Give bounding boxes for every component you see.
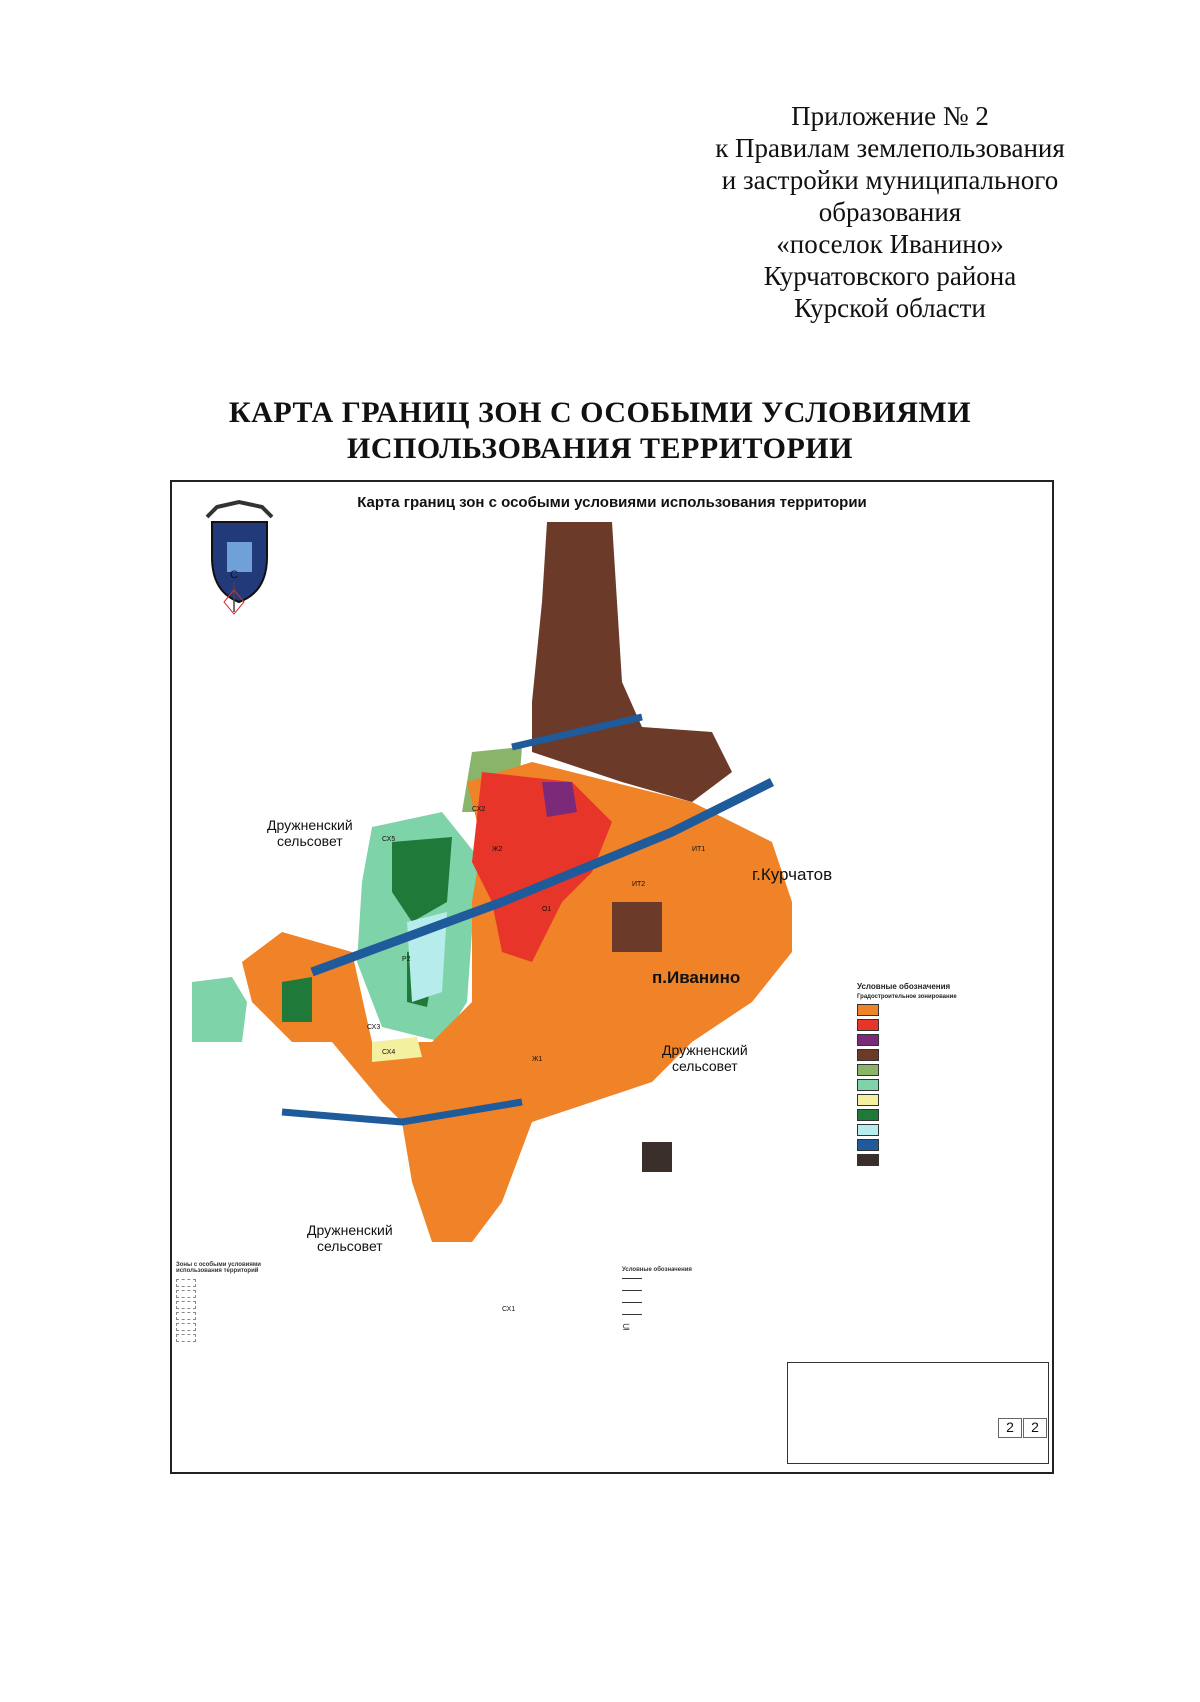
legend-row — [176, 1288, 301, 1299]
legend-row — [857, 1122, 1047, 1137]
place-label: сельсовет — [316, 1238, 383, 1254]
cultural-object-icon: ⊆ — [622, 1321, 631, 1333]
legend-swatch — [176, 1301, 196, 1309]
legend-swatch — [857, 1019, 879, 1031]
map-title: Карта границ зон с особыми условиями использования территории — [357, 494, 867, 511]
legend-row — [857, 1017, 1047, 1032]
legend-swatch — [857, 1049, 879, 1061]
legend-restriction-zones — [176, 1262, 301, 1343]
legend-zones — [857, 982, 1047, 1167]
legend-line — [622, 1290, 642, 1292]
legend-swatch — [176, 1279, 196, 1287]
zone-label: ИТ1 — [692, 846, 706, 853]
territory-zones — [192, 522, 792, 1242]
appendix-block — [680, 100, 1100, 324]
legend-title: Условные обозначения — [622, 1267, 692, 1273]
zone-label: ИТ2 — [632, 881, 646, 888]
heading-line-1: КАРТА ГРАНИЦ ЗОН С ОСОБЫМИ УСЛОВИЯМИ — [228, 396, 972, 429]
place-label: сельсовет — [671, 1058, 738, 1074]
legend-swatch — [857, 1064, 879, 1076]
legend-swatch — [857, 1079, 879, 1091]
place-kurchatov: г.Курчатов — [752, 865, 833, 884]
stamp-sheets: 2 — [1023, 1418, 1047, 1438]
legend-row — [622, 1285, 772, 1297]
legend-row — [622, 1321, 772, 1333]
stamp-sheet: 2 — [998, 1418, 1022, 1438]
legend-row — [622, 1309, 772, 1321]
legend-row — [622, 1297, 772, 1309]
legend-row — [857, 1092, 1047, 1107]
appendix-line: образования — [818, 197, 962, 227]
appendix-line: к Правилам землепользования — [715, 133, 1065, 163]
legend-infrastructure — [622, 1267, 772, 1333]
appendix-line: Курчатовского района — [763, 261, 1017, 291]
legend-row — [176, 1299, 301, 1310]
legend-row — [857, 1152, 1047, 1167]
legend-swatch — [857, 1109, 879, 1121]
zone-label: Ж2 — [492, 846, 503, 853]
legend-swatch — [176, 1334, 196, 1342]
zone-label: СХ3 — [367, 1024, 381, 1031]
legend-swatch — [176, 1312, 196, 1320]
legend-swatch — [857, 1004, 879, 1016]
zoning-map — [170, 480, 1054, 1474]
compass-label: С — [230, 569, 238, 581]
zone-industrial-ivanino — [612, 902, 662, 952]
legend-row — [857, 1137, 1047, 1152]
zone-label: СХ2 — [472, 806, 486, 813]
zone-public — [542, 782, 577, 817]
map-canvas — [172, 482, 1052, 1472]
zone-label: О1 — [542, 906, 552, 913]
zone-label: СХ4 — [382, 1049, 396, 1056]
title-block-stamp — [787, 1362, 1049, 1464]
legend-title: Условные обозначения — [857, 982, 951, 991]
zone-forest-south — [282, 977, 312, 1022]
legend-line — [622, 1302, 642, 1304]
legend-swatch — [176, 1323, 196, 1331]
zone-agri-southwest — [192, 977, 247, 1042]
legend-row — [176, 1277, 301, 1288]
legend-title: Зоны с особыми условиями использования территорий — [176, 1262, 261, 1274]
legend-row — [857, 1077, 1047, 1092]
legend-swatch — [857, 1154, 879, 1166]
legend-row — [857, 1047, 1047, 1062]
legend-line — [622, 1314, 642, 1316]
legend-swatch — [857, 1034, 879, 1046]
legend-row — [857, 1062, 1047, 1077]
document-heading — [0, 395, 1200, 467]
legend-row — [857, 1032, 1047, 1047]
legend-row — [176, 1310, 301, 1321]
place-ivanino: п.Иванино — [652, 968, 741, 987]
legend-line — [622, 1278, 642, 1280]
zone-industrial-north — [532, 522, 732, 802]
legend-row — [622, 1273, 772, 1285]
legend-row — [176, 1321, 301, 1332]
legend-subtitle: Градостроительное зонирование — [857, 994, 957, 1000]
appendix-line: «поселок Иванино» — [776, 229, 1004, 259]
legend-row — [857, 1107, 1047, 1122]
zone-label: СХ5 — [382, 836, 396, 843]
place-label: Дружненский — [662, 1042, 748, 1058]
place-label: сельсовет — [276, 833, 343, 849]
place-druzhnenskiy-nw — [267, 817, 353, 849]
legend-row — [857, 1002, 1047, 1017]
heading-line-2: ИСПОЛЬЗОВАНИЯ ТЕРРИТОРИИ — [347, 432, 853, 465]
legend-swatch — [857, 1094, 879, 1106]
place-druzhnenskiy-e — [662, 1042, 748, 1074]
zone-label: Р2 — [402, 956, 411, 963]
legend-swatch — [857, 1139, 879, 1151]
legend-row — [176, 1332, 301, 1343]
appendix-line: Приложение № 2 — [791, 101, 989, 131]
legend-swatch — [857, 1124, 879, 1136]
place-label: Дружненский — [267, 817, 353, 833]
place-druzhnenskiy-sw — [307, 1222, 393, 1254]
place-label: Дружненский — [307, 1222, 393, 1238]
legend-swatch — [176, 1290, 196, 1298]
appendix-line: и застройки муниципального — [721, 165, 1059, 195]
zone-label: СХ1 — [502, 1306, 516, 1313]
coat-of-arms-icon — [207, 502, 272, 602]
appendix-line: Курской области — [794, 293, 986, 323]
zone-label: Ж1 — [532, 1056, 543, 1063]
zone-special — [642, 1142, 672, 1172]
